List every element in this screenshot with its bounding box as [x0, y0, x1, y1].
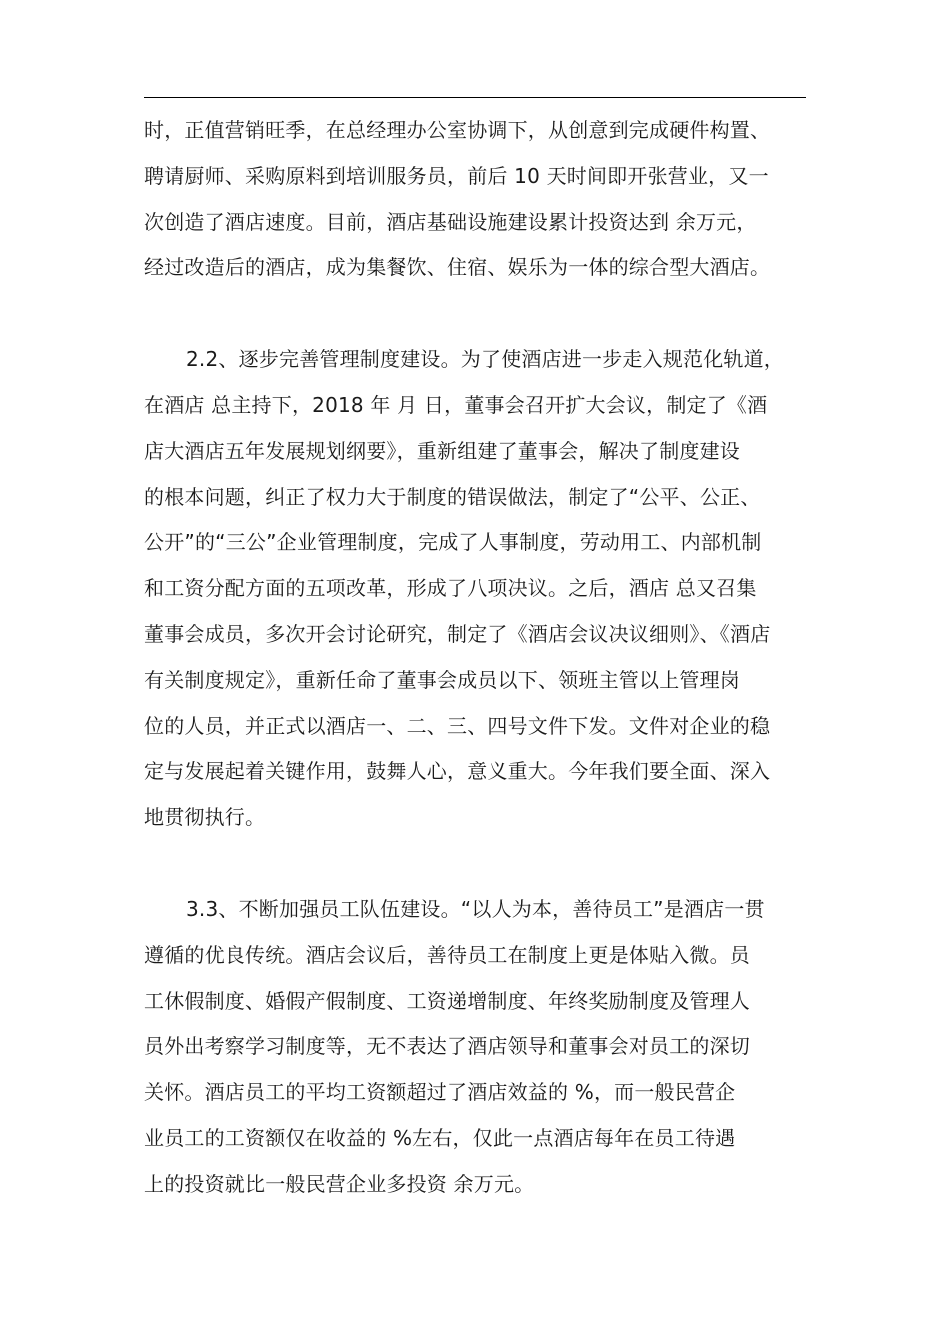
text-line: 店大酒店五年发展规划纲要》，重新组建了董事会，解决了制度建设	[144, 438, 740, 463]
text-line: 董事会成员，多次开会讨论研究，制定了《酒店会议决议细则》、《酒店	[144, 621, 771, 646]
text-line: 的根本问题，纠正了权力大于制度的错误做法，制定了“公平、公正、	[144, 484, 761, 509]
paragraph-section-2-2	[144, 337, 806, 841]
text-line: 有关制度规定》，重新任命了董事会成员以下、领班主管以上管理岗	[144, 667, 740, 692]
text-line: 业员工的工资额仅在收益的 %左右，仅此一点酒店每年在员工待遇	[144, 1125, 736, 1150]
section-heading-line: 3.3、不断加强员工队伍建设。“以人为本，善待员工”是酒店一贯	[186, 896, 765, 921]
paragraph-gap	[144, 291, 806, 337]
text-line: 工休假制度、婚假产假制度、工资递增制度、年终奖励制度及管理人	[144, 988, 750, 1013]
text-line: 地贯彻执行。	[144, 805, 266, 830]
text-line: 在酒店 总主持下，2018 年 月 日，董事会召开扩大会议，制定了《酒	[144, 392, 768, 417]
text-line: 经过改造后的酒店，成为集餐饮、住宿、娱乐为一体的综合型大酒店。	[144, 255, 771, 280]
text-line: 定与发展起着关键作用，鼓舞人心，意义重大。今年我们要全面、深入	[144, 759, 771, 784]
header-rule	[144, 97, 806, 98]
text-line: 员外出考察学习制度等，无不表达了酒店领导和董事会对员工的深切	[144, 1034, 750, 1059]
text-line: 位的人员，并正式以酒店一、二、三、四号文件下发。文件对企业的稳	[144, 713, 771, 738]
text-line: 公开”的“三公”企业管理制度，完成了人事制度，劳动用工、内部机制	[144, 530, 762, 555]
text-line: 遵循的优良传统。酒店会议后，善待员工在制度上更是体贴入微。员	[144, 942, 750, 967]
text-line: 上的投资就比一般民营企业多投资 余万元。	[144, 1171, 535, 1196]
text-line: 时，正值营销旺季，在总经理办公室协调下，从创意到完成硬件构置、	[144, 118, 771, 142]
text-line: 和工资分配方面的五项改革，形成了八项决议。之后，酒店 总又召集	[144, 576, 757, 601]
paragraph-continuation	[144, 108, 806, 291]
paragraph-section-3-3	[144, 887, 806, 1208]
paragraph-gap	[144, 841, 806, 887]
section-heading-line: 2.2、逐步完善管理制度建设。为了使酒店进一步走入规范化轨道，	[186, 347, 785, 372]
document-body	[144, 108, 806, 1208]
text-line: 关怀。酒店员工的平均工资额超过了酒店效益的 %，而一般民营企	[144, 1080, 736, 1105]
text-line: 聘请厨师、采购原料到培训服务员，前后 10 天时间即开张营业，又一	[144, 163, 769, 188]
text-line: 次创造了酒店速度。目前，酒店基础设施建设累计投资达到 余万元，	[144, 209, 757, 234]
